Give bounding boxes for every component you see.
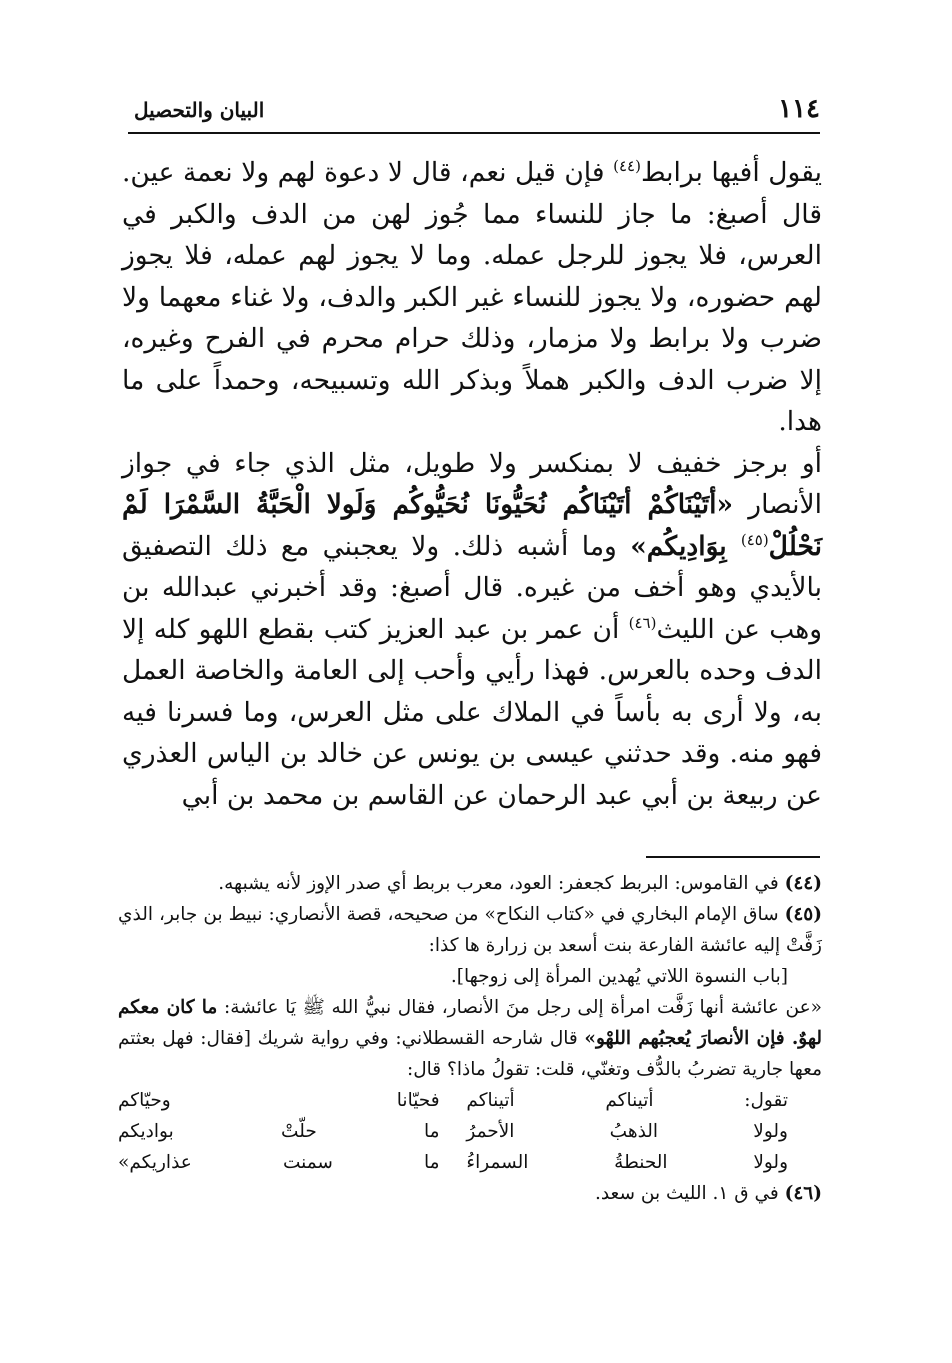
page-number: ١١٤ xyxy=(778,94,820,124)
text-segment: فإن قيل نعم، قال لا دعوة لهم ولا نعمة عين. قال أصبغ: ما جاز للنساء مما جُوز لهن من الدف والكبر في العرس، فلا يجوز للرجل عمله. وما لا يجوز لهم عمله، فلا يجوز لهم حضوره، ولا يجوز للنساء غير الكبر والدف، ولا غناء معهما ولا ضرب ولا برابط ولا مزمار، وذلك حرام محرم في الفرح وغيره، إلا ضرب الدف والكبر هملاً وبذكر الله وتسبيحه، وحمداً على ما هدا. xyxy=(122,157,822,437)
footnote-ref-46: (٤٦) xyxy=(628,613,657,632)
text-segment: وما أشبه ذلك. ولا يعجبني مع ذلك التصفيق بالأيدي وهو أخف من غيره. قال أصبغ: وقد أخبرني عبدالله بن وهب عن الليث xyxy=(122,530,822,645)
footnote-44 xyxy=(118,868,822,899)
footnotes xyxy=(118,868,822,1209)
footnote-ref-44: (٤٤) xyxy=(613,157,641,176)
footnote-45-chapter: [باب النسوة اللاتي يُهدين المرأة إلى زوجها]. xyxy=(450,966,788,987)
poem-verse xyxy=(118,1147,788,1178)
footnote-text: ساق الإمام البخاري في «كتاب النكاح» من صحيحه، قصة الأنصاري: نبيط بن جابر، الذي زَفَّتْ إليه عائشة الفارعة بنت أسعد بن زرارة ها كذا: xyxy=(118,904,822,956)
main-text xyxy=(122,152,822,816)
footnote-text: في ق ١. الليث بن سعد. xyxy=(594,1183,785,1204)
footnote-46 xyxy=(118,1178,822,1209)
verse-first-hemistich: تقول: أتيناكم أتيناكم xyxy=(466,1090,788,1111)
footnote-text: في القاموس: البربط كجعفر: العود، معرب بربط أي صدر الإوز لأنه يشبهه. xyxy=(218,873,785,894)
paragraph-2 xyxy=(122,443,822,817)
verse-second-hemistich: ما سمنت عذاريكم» xyxy=(118,1152,440,1173)
footnote-45 xyxy=(118,899,822,961)
text-segment: يقول أفيها برابط xyxy=(640,157,823,188)
quoted-verse: «أتَيْنَاكُمْ أتَيْنَاكُم نُحَيُّونَا نُحَيُّوكُم وَلَولا الْحَبَّةُ السَّمْرَا لَمْ نَحْلُلْ xyxy=(122,489,822,562)
verse-first-hemistich: ولولا الحنطةُ السمراءُ xyxy=(466,1152,788,1173)
verse-first-hemistich: ولولا الذهبُ الأحمرُ xyxy=(466,1121,788,1142)
running-title: البيان والتحصيل xyxy=(134,98,265,122)
poem-verse xyxy=(118,1116,788,1147)
poem xyxy=(118,1085,822,1178)
footnote-text: «عن عائشة أنها زَفَّت امرأة إلى رجل منَ الأنصار، فقال نبيُّ الله ﷺ يَا عائشة: xyxy=(217,997,822,1018)
footnote-divider xyxy=(646,856,820,858)
verse-second-hemistich: ما حلّتْ بواديكم xyxy=(118,1121,440,1142)
footnote-number: (٤٦) xyxy=(784,1183,822,1204)
footnote-number: (٤٤) xyxy=(784,873,822,894)
footnote-emphasis: ما كان معكم لهوٌ. فإن الأنصارَ يُعجبُهم اللهْو» xyxy=(118,997,823,1049)
page-header xyxy=(128,92,820,134)
quoted-verse-end: بِوَادِيكُم» xyxy=(630,530,741,562)
footnote-number: (٤٥) xyxy=(784,904,822,925)
verse-second-hemistich: فحيّانا وحيّاكم xyxy=(118,1090,440,1111)
footnote-text: قال شارحه القسطلاني: وفي رواية شريك [فقال: فهل بعثتم معها جارية تضربُ بالدُّف وتغنّي، قلت: تقولُ ماذا؟ قال: xyxy=(118,1028,822,1080)
footnote-45-hadith xyxy=(118,992,822,1085)
text-segment: أو برجز خفيف لا بمنكسر ولا طويل، مثل الذي جاء في جواز الأنصار xyxy=(122,447,822,520)
poem-verse xyxy=(118,1085,788,1116)
paragraph-1 xyxy=(122,152,822,443)
footnote-ref-45: (٤٥) xyxy=(740,530,769,549)
text-segment: أن عمر بن عبد العزيز كتب بقطع اللهو كله إلا الدف وحده بالعرس. فهذا رأيي وأحب إلى العامة والخاصة العمل به، ولا أرى به بأساً في الملاك على مثل العرس، وما فسرنا فيه فهو منه. وقد حدثني عيسى بن يونس عن خالد بن الياس العذري عن ربيعة بن أبي عبد الرحمان عن القاسم بن محمد بن أبي xyxy=(122,613,822,811)
